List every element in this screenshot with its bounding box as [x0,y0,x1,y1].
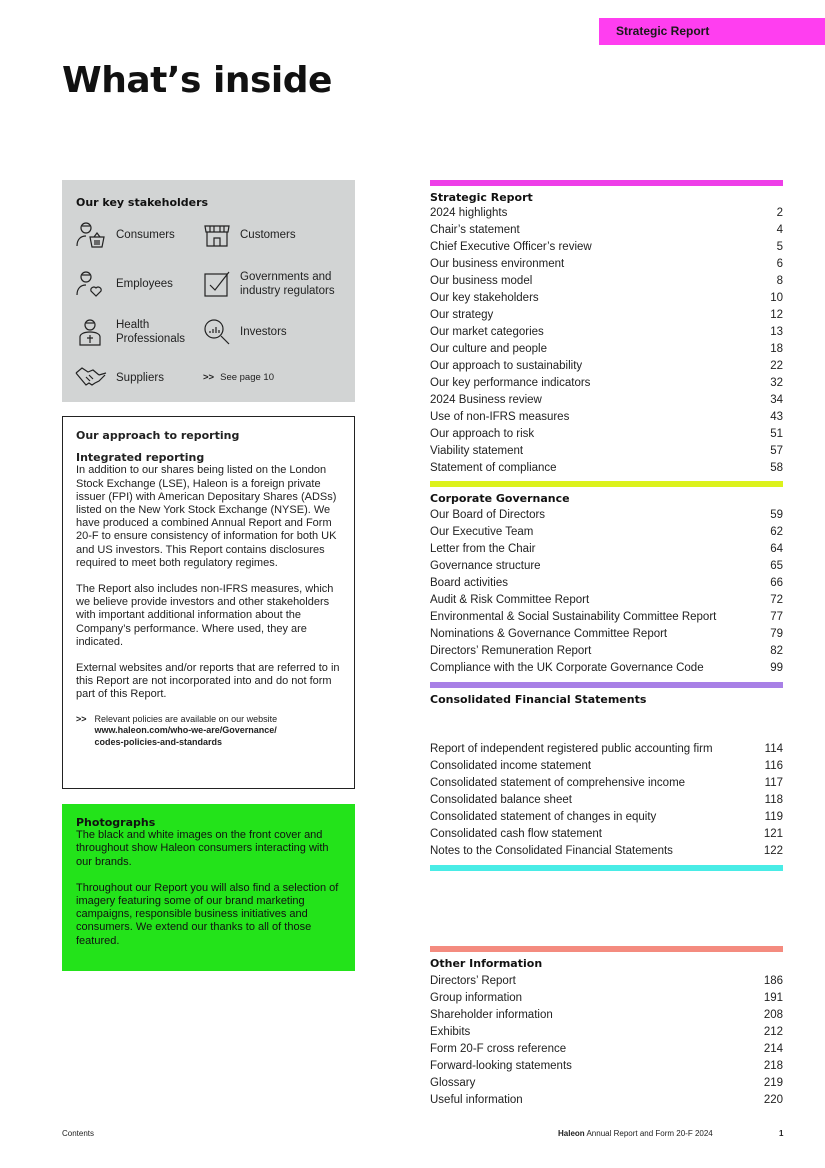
photographs-heading: Photographs [76,816,156,829]
toc-row[interactable] [430,990,783,1007]
toc-page-number: 8 [776,275,783,287]
toc-title: Consolidated statement of changes in equity [430,811,657,823]
toc-row[interactable] [430,507,783,524]
toc-row[interactable] [430,239,783,256]
checkbox-icon [202,269,232,299]
toc-title: Consolidated statement of comprehensive income [430,777,686,789]
stakeholder-health-professionals [74,317,196,347]
footer-brand: Haleon [558,1129,585,1138]
stakeholder-label: Consumers [116,229,175,241]
see-page-text: See page 10 [220,372,274,383]
toc-page-number: 99 [770,662,783,674]
toc-row[interactable] [430,741,783,758]
toc-row[interactable] [430,609,783,626]
toc-row[interactable] [430,643,783,660]
toc-title: Environmental & Social Sustainability Committee Report [430,611,717,623]
toc-row[interactable] [430,1058,783,1075]
toc-title: Our key performance indicators [430,377,591,389]
toc-page-number: 77 [770,611,783,623]
arrow-icon: >> [76,713,87,724]
toc-title: Group information [430,992,523,1004]
toc-title: Shareholder information [430,1009,553,1021]
toc-page-number: 57 [770,445,783,457]
toc-title: Board activities [430,577,508,589]
photographs-paragraph: The black and white images on the front cover and throughout show Haleon consumers interacting with our brands. [76,829,329,868]
toc-row[interactable] [430,626,783,643]
toc-row[interactable] [430,809,783,826]
toc-row[interactable] [430,375,783,392]
toc-page-number: 4 [776,224,783,236]
toc-row[interactable] [430,392,783,409]
footer-page-number: 1 [779,1129,784,1138]
toc-page-number: 34 [770,394,783,406]
strategic-list [430,205,783,477]
toc-title: Useful information [430,1094,523,1106]
handshake-icon [74,365,108,391]
governance-color-bar [430,481,783,487]
toc-title: Our Board of Directors [430,509,546,521]
toc-title: Governance structure [430,560,541,572]
toc-title: Our business model [430,275,533,287]
stakeholder-label: Health Professionals [116,319,186,345]
investor-magnifier-icon [202,317,232,347]
stakeholder-customers [202,220,296,250]
toc-page-number: 22 [770,360,783,372]
toc-title: Use of non-IFRS measures [430,411,570,423]
photographs-panel [62,804,355,971]
financial-list [430,741,783,860]
governance-heading[interactable]: Corporate Governance [430,492,570,505]
toc-row[interactable] [430,205,783,222]
toc-page-number: 219 [763,1077,783,1089]
toc-title: Compliance with the UK Corporate Governance Code [430,662,704,674]
toc-title: Consolidated income statement [430,760,592,772]
toc-page-number: 2 [776,207,783,219]
toc-page-number: 13 [770,326,783,338]
financial-end-bar [430,865,783,871]
toc-row[interactable] [430,592,783,609]
stakeholder-suppliers [74,365,164,391]
toc-title: Consolidated cash flow statement [430,828,602,840]
stakeholder-governments [202,269,346,299]
toc-row[interactable] [430,775,783,792]
governance-list [430,507,783,677]
policy-note [76,714,341,749]
toc-page-number: 58 [770,462,783,474]
toc-page-number: 114 [764,743,783,755]
toc-page-number: 116 [764,760,783,772]
toc-title: Our approach to risk [430,428,535,440]
stakeholder-label: Suppliers [116,372,164,384]
toc-page-number: 191 [763,992,783,1004]
toc-page-number: 208 [763,1009,783,1021]
toc-row[interactable] [430,222,783,239]
toc-page-number: 62 [770,526,783,538]
reporting-paragraph: The Report also includes non-IFRS measures, which we believe provide investors and other stakeholders with important additional information about the Company’s performance. Where used, they are indicated. [76,583,334,648]
toc-page-number: 121 [763,828,783,840]
toc-page-number: 6 [776,258,783,270]
reporting-paragraph: In addition to our shares being listed on the London Stock Exchange (LSE), Haleon is a foreign private issuer (FPI) with American Depositary Shares (ADSs) listed on the New York Stock Exchange (NYSE). We have produced a combined Annual Report and Form 20-F to ensure consistency of information for both UK and US investors. This Report contains disclosures required to meet both regulatory regimes. [76,464,337,569]
toc-page-number: 117 [764,777,783,789]
toc-row[interactable] [430,792,783,809]
section-tab[interactable]: Strategic Report [599,18,825,45]
health-professional-icon [74,317,108,347]
toc-title: Our culture and people [430,343,547,355]
toc-title: Statement of compliance [430,462,557,474]
employee-heart-icon [74,269,108,299]
reporting-paragraph: External websites and/or reports that are referred to in this Report are not incorporated into and do not form part of this Report. [76,662,340,701]
toc-page-number: 32 [770,377,783,389]
toc-row[interactable] [430,575,783,592]
footer-report-title: Annual Report and Form 20-F 2024 [586,1129,713,1138]
stakeholders-heading: Our key stakeholders [76,196,209,209]
toc-title: Our key stakeholders [430,292,539,304]
toc-row[interactable] [430,541,783,558]
toc-page-number: 51 [770,428,783,440]
other-color-bar [430,946,783,952]
stakeholder-label: Governments and industry regulators [240,271,335,297]
policy-link-continued[interactable]: codes-policies-and-standards [94,736,223,747]
toc-title: Audit & Risk Committee Report [430,594,590,606]
toc-page-number: 65 [770,560,783,572]
stakeholder-label: Investors [240,326,287,338]
toc-page-number: 82 [770,645,783,657]
toc-page-number: 79 [770,628,783,640]
toc-row[interactable] [430,460,783,477]
toc-page-number: 119 [764,811,783,823]
toc-row[interactable] [430,443,783,460]
toc-page-number: 122 [763,845,783,857]
toc-row[interactable] [430,1075,783,1092]
policy-text: Relevant policies are available on our website [94,713,278,724]
toc-row[interactable] [430,358,783,375]
toc-title: Our business environment [430,258,565,270]
financial-color-bar [430,682,783,688]
toc-title: Our Executive Team [430,526,534,538]
stakeholder-investors [202,317,287,347]
toc-title: Exhibits [430,1026,471,1038]
policy-link[interactable]: www.haleon.com/who-we-are/Governance/ [94,725,277,736]
toc-title: Our market categories [430,326,544,338]
toc-page-number: 18 [770,343,783,355]
strategic-color-bar [430,180,783,186]
toc-row[interactable] [430,826,783,843]
see-page-link[interactable] [203,372,274,383]
strategic-heading[interactable]: Strategic Report [430,191,533,204]
stakeholder-label: Employees [116,278,173,290]
footer-section-label: Contents [62,1129,95,1138]
stakeholder-label: Customers [240,229,296,241]
consumer-basket-icon [74,220,108,250]
reporting-panel [62,416,355,789]
toc-page-number: 214 [763,1043,783,1055]
toc-title: Our approach to sustainability [430,360,583,372]
toc-row[interactable] [430,524,783,541]
arrow-icon: >> [203,372,215,383]
toc-page-number: 43 [770,411,783,423]
toc-row[interactable] [430,973,783,990]
toc-title: Directors’ Report [430,975,516,987]
toc-row[interactable] [430,426,783,443]
toc-title: Form 20-F cross reference [430,1043,567,1055]
toc-page-number: 12 [770,309,783,321]
toc-page-number: 72 [770,594,783,606]
reporting-heading: Our approach to reporting [76,429,240,442]
toc-page-number: 186 [763,975,783,987]
toc-page-number: 118 [764,794,783,806]
toc-title: 2024 Business review [430,394,542,406]
toc-title: Viability statement [430,445,524,457]
toc-title: Our strategy [430,309,494,321]
toc-page-number: 218 [763,1060,783,1072]
toc-row[interactable] [430,1007,783,1024]
toc-title: Consolidated balance sheet [430,794,572,806]
toc-page-number: 5 [776,241,783,253]
toc-title: Letter from the Chair [430,543,536,555]
toc-title: 2024 highlights [430,207,508,219]
toc-row[interactable] [430,273,783,290]
toc-row[interactable] [430,256,783,273]
toc-title: Notes to the Consolidated Financial Statements [430,845,673,857]
toc-title: Report of independent registered public accounting firm [430,743,713,755]
toc-row[interactable] [430,1024,783,1041]
toc-title: Nominations & Governance Committee Report [430,628,668,640]
stakeholder-employees [74,269,173,299]
footer-report-name [558,1129,713,1138]
toc-title: Directors’ Remuneration Report [430,645,592,657]
toc-row[interactable] [430,341,783,358]
toc-page-number: 66 [770,577,783,589]
toc-row[interactable] [430,324,783,341]
stakeholders-panel [62,180,355,402]
other-heading[interactable]: Other Information [430,957,543,970]
other-list [430,973,783,1109]
toc-page-number: 10 [770,292,783,304]
toc-page-number: 220 [763,1094,783,1106]
toc-title: Forward-looking statements [430,1060,572,1072]
toc-row[interactable] [430,307,783,324]
toc-row[interactable] [430,409,783,426]
toc-page-number: 59 [770,509,783,521]
reporting-subheading: Integrated reporting [76,451,205,465]
toc-row[interactable] [430,558,783,575]
toc-title: Chief Executive Officer’s review [430,241,592,253]
toc-row[interactable] [430,1092,783,1109]
stakeholder-consumers [74,220,175,250]
financial-heading[interactable]: Consolidated Financial Statements [430,693,647,706]
toc-row[interactable] [430,843,783,860]
toc-row[interactable] [430,290,783,307]
page-title: What’s inside [62,60,332,101]
toc-page-number: 212 [763,1026,783,1038]
toc-title: Glossary [430,1077,476,1089]
toc-page-number: 64 [770,543,783,555]
toc-row[interactable] [430,1041,783,1058]
photographs-paragraph: Throughout our Report you will also find a selection of imagery featuring some of our brand marketing campaigns, responsible business initiatives and consumers. We extend our thanks to all of those featured. [76,881,339,947]
toc-title: Chair’s statement [430,224,520,236]
shop-icon [202,220,232,250]
toc-row[interactable] [430,758,783,775]
toc-row[interactable] [430,660,783,677]
